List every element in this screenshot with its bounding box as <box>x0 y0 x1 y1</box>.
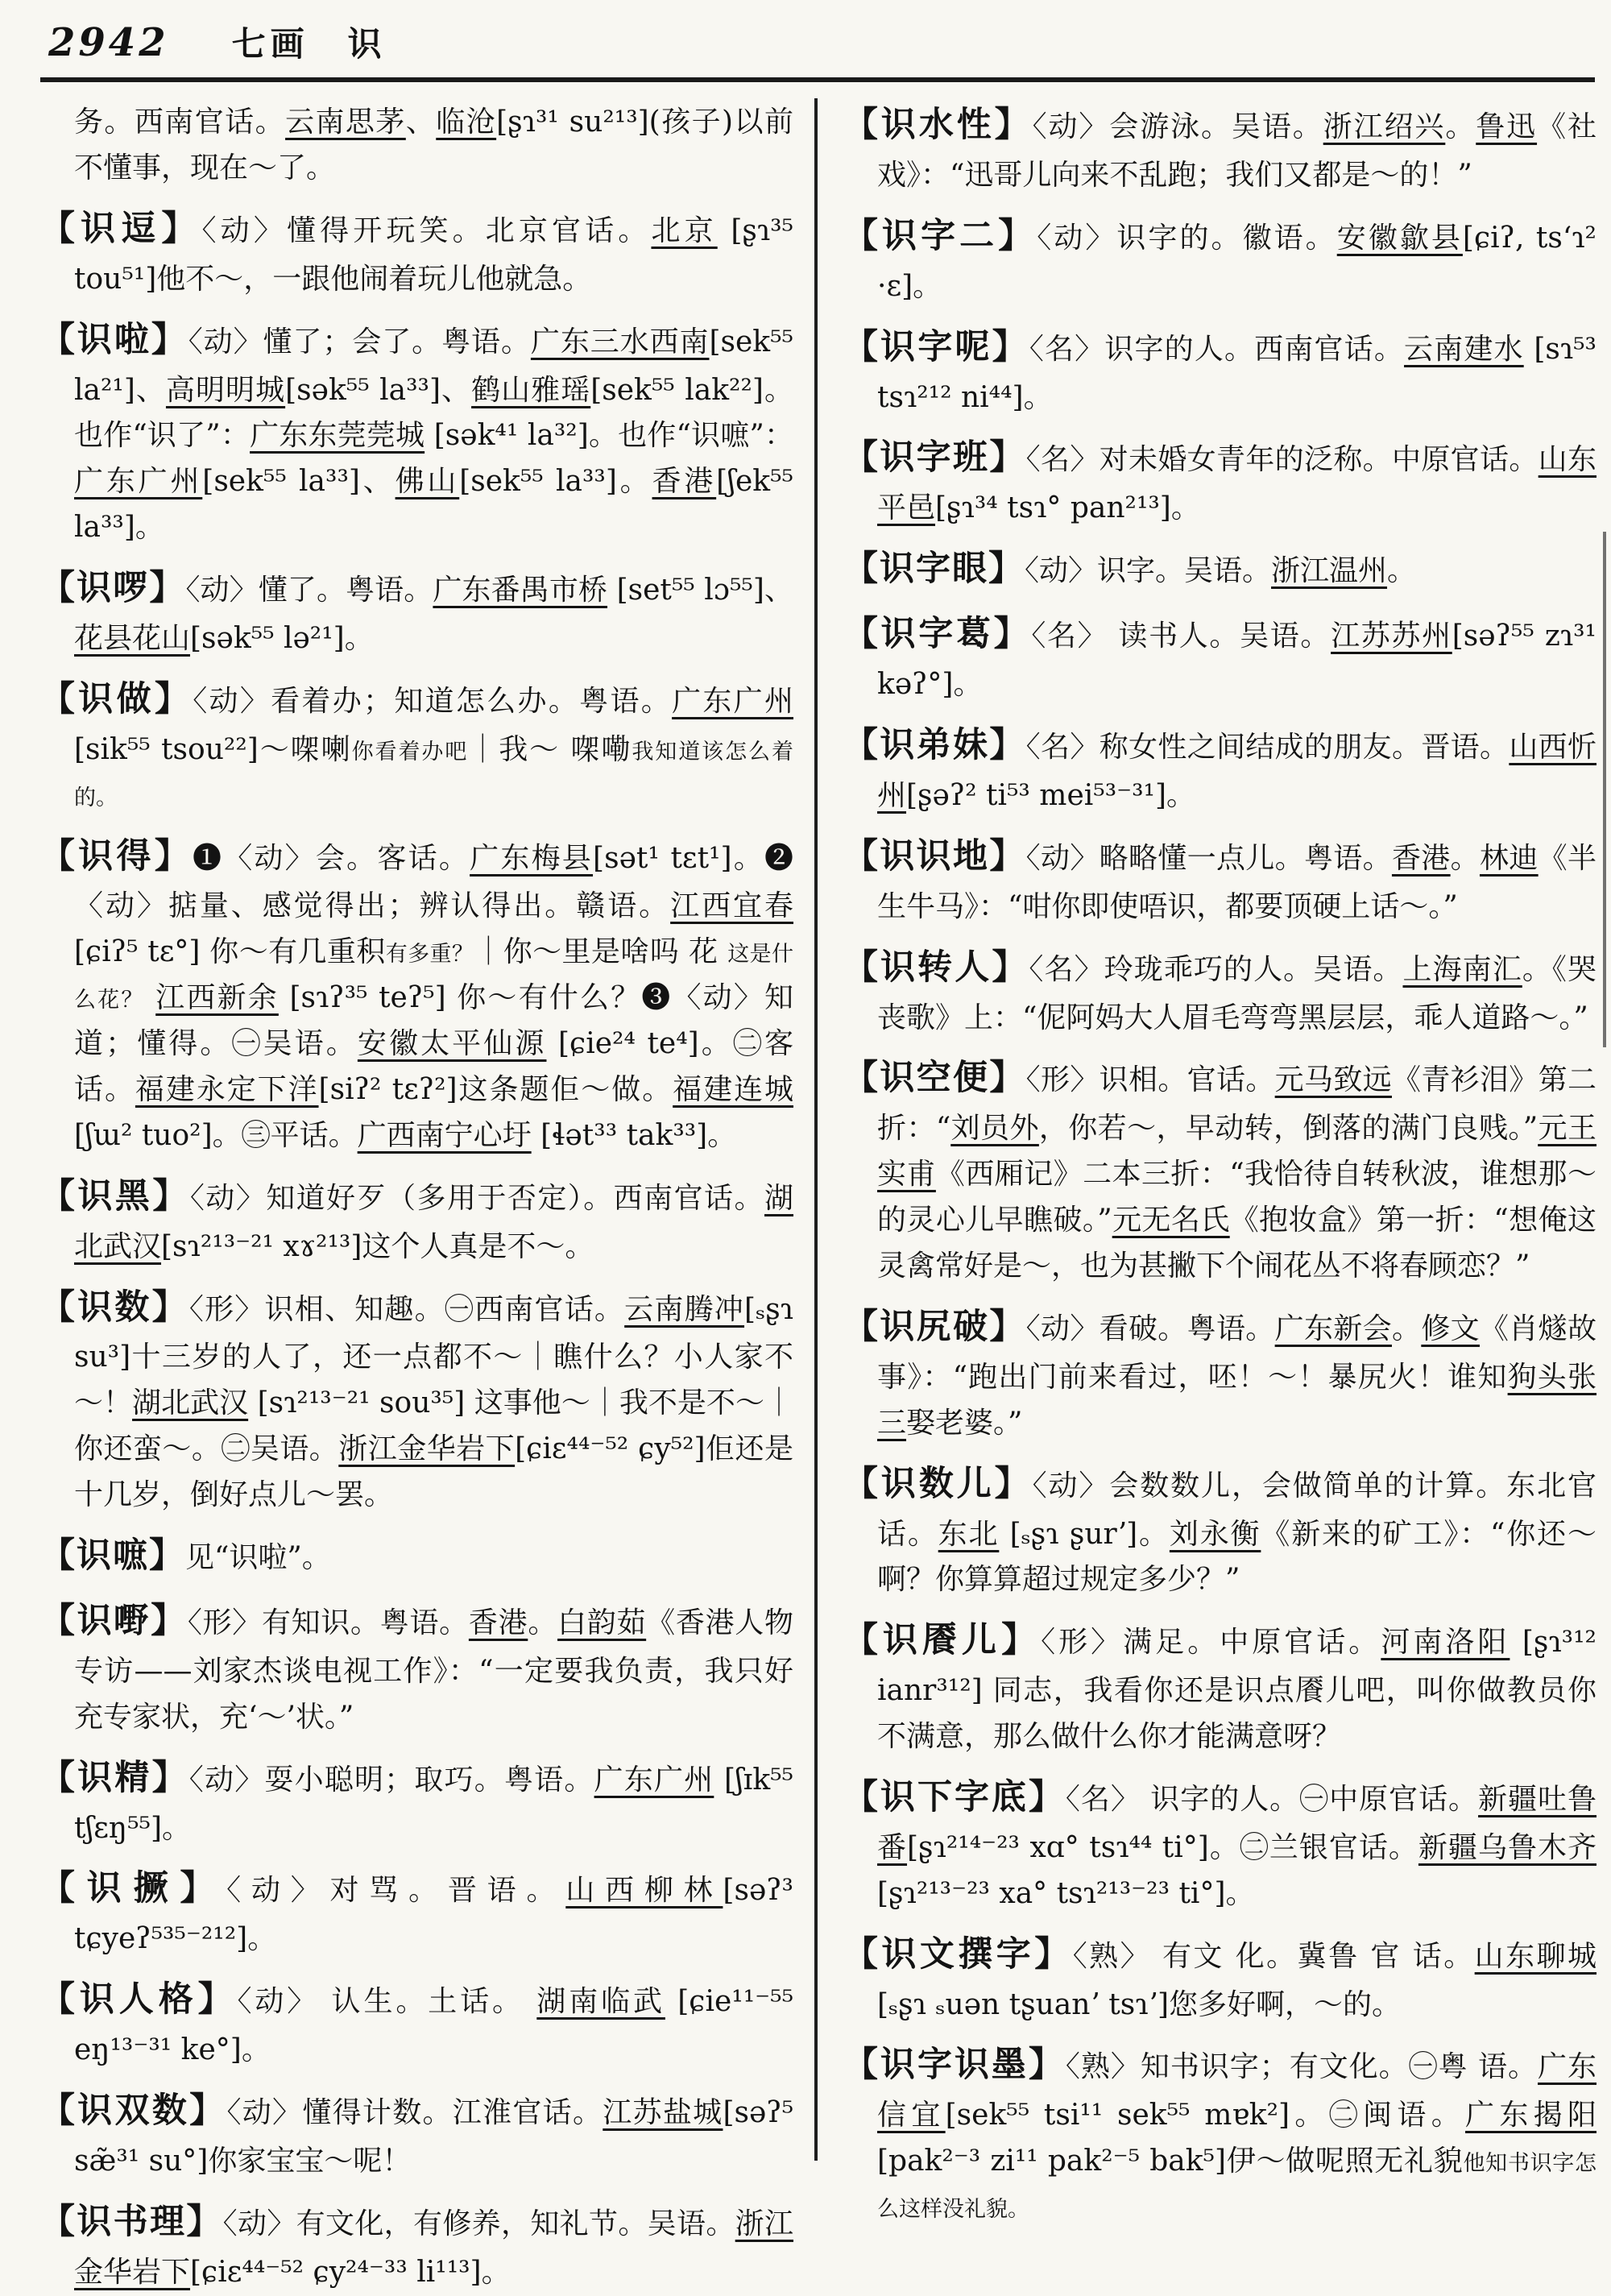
entry-text: [sek⁵⁵ lak²²]。也作“识了”： <box>74 373 793 453</box>
dict-entry <box>843 2038 1597 2231</box>
entry-text: [ʃek⁵⁵ la³³]。 <box>74 465 793 545</box>
entry-text: 。《哭丧歌》上：“伲阿妈大人眉毛弯弯黑层层，乖人道路～。” <box>877 952 1597 1034</box>
entry-text: [sek⁵⁵ tsi¹¹ sek⁵⁵ mɐk²]。㊁闽语。 <box>945 2099 1466 2132</box>
entry-headword: 【识转人】 <box>843 947 1029 988</box>
dict-entry <box>40 2084 793 2185</box>
entry-text: [ʃɪk⁵⁵ tʃɛŋ⁵⁵]。 <box>74 1763 793 1845</box>
entry-text: [ʂɿ³¹ su²¹³](孩子)以前不懂事，现在～了。 <box>74 106 793 184</box>
proper-noun: 修文 <box>1421 1312 1480 1345</box>
entry-text: 〈动〉耍小聪明；取巧。粤语。 <box>188 1763 594 1797</box>
entry-text: 〈名〉识字的人。西南官话。 <box>1029 332 1405 366</box>
entry-headword: 【识数儿】 <box>843 1463 1033 1504</box>
dict-entry <box>40 100 793 192</box>
entry-text: [səʔ⁵ sæ̃³¹ su°]你家宝宝～呢！ <box>74 2096 793 2178</box>
entry-text: 《半生牛马》：“咁你即使唔识，都要顶硬上话～。” <box>877 841 1597 923</box>
entry-text: [ɕie¹¹⁻⁵⁵ eŋ¹³⁻³¹ ke°]。 <box>74 1985 794 2067</box>
entry-text: 《香港人物专访——刘家杰谈电视工作》：“一定要我负责，我只好充专家状，充‘～’状。” <box>74 1606 793 1734</box>
entry-text: 〈名〉玲珑乖巧的人。吴语。 <box>1029 952 1403 986</box>
entry-text <box>145 981 156 1014</box>
proper-noun: 山东平邑 <box>877 443 1597 525</box>
proper-noun: 佛山 <box>395 465 460 499</box>
entry-text: [sɿ²¹³⁻²¹ xɤ²¹³]这个人真是不～。 <box>161 1229 594 1263</box>
dict-entry <box>843 321 1597 421</box>
proper-noun: 鹤山雅瑶 <box>471 373 591 407</box>
entry-headword: 【识啦】 <box>40 319 188 360</box>
entry-text: 〈动〉懂得计数。江淮官话。 <box>226 2096 603 2129</box>
proper-noun: 广东三水西南 <box>530 325 710 358</box>
entry-text: [siʔ² tɛʔ²]这条题佢～做。 <box>318 1072 673 1106</box>
proper-noun: 浙江温州 <box>1271 554 1388 588</box>
proper-noun: 刘员外 <box>950 1112 1039 1146</box>
entry-headword: 【识嘢】 <box>40 1600 188 1641</box>
entry-text: [ʂɿ³⁴ tsɿ° pan²¹³]。 <box>935 491 1200 525</box>
entry-text: [ɕiɛ⁴⁴⁻⁵² ɕy⁵²]佢还是十几岁，倒好点儿～罢。 <box>74 1432 793 1512</box>
proper-noun: 上海南汇 <box>1402 952 1522 986</box>
entry-text: 〈动〉懂了。粤语。 <box>185 574 433 607</box>
proper-noun: 新疆吐鲁番 <box>877 1782 1597 1864</box>
entry-headword: 【识字呢】 <box>843 326 1029 367</box>
proper-noun: 广东新会 <box>1274 1312 1392 1345</box>
proper-noun: 元无名氏 <box>1112 1204 1230 1237</box>
proper-noun: 高明明城 <box>165 373 286 407</box>
proper-noun: 元王实甫 <box>877 1112 1597 1192</box>
entry-text: [ʂɿ³⁵ tou⁵¹]他不～，一跟他闹着玩儿他就急。 <box>74 213 793 296</box>
entry-text: [sək⁴¹ la³²]。也作“识嗻”： <box>424 419 793 453</box>
entry-headword: 【识字二】 <box>843 215 1037 256</box>
proper-noun: 江西宜春 <box>670 889 793 923</box>
entry-text: [ʂɿ²¹³⁻²³ xa° tsɿ²¹³⁻²³ ti°]。 <box>877 1876 1255 1910</box>
entry-text: 《抱妆盒》第一折：“想俺这灵禽常好是～，也为甚撇下个闹花丛不将春顾恋？” <box>877 1204 1597 1283</box>
entry-text: [ₛʂɿ su³]十三岁的人了，还一点都不～｜瞧什么？小人家不～！ <box>74 1292 793 1420</box>
entry-text: 《肖燧故事》：“跑出门前来看过，呸！～！暴尻火！谁知 <box>877 1312 1597 1394</box>
proper-noun: 白韵茹 <box>557 1606 647 1639</box>
scan-artifact-line <box>1603 532 1606 1047</box>
entry-text: [pak²⁻³ zi¹¹ pak²⁻⁵ bak⁵]伊～做呢照无礼貌 <box>877 2145 1464 2178</box>
dict-entry <box>40 1751 793 1852</box>
entry-text: 《青衫泪》第二折：“ <box>877 1063 1597 1146</box>
dict-entry <box>40 1529 793 1584</box>
proper-noun: 东北 <box>938 1517 1000 1551</box>
entry-text: 。 <box>1445 110 1476 143</box>
entry-text: [sək⁵⁵ la³³]、 <box>285 373 472 407</box>
dict-entry <box>843 1051 1597 1289</box>
entry-headword: 【识双数】 <box>40 2091 227 2131</box>
dict-entry <box>40 562 793 662</box>
entry-text: [sɿ²¹³⁻²¹ sou³⁵] 这事他～｜我不是不～｜你还蛮～。㊁吴语。 <box>74 1386 793 1466</box>
proper-noun: 广西南宁心圩 <box>357 1118 532 1152</box>
proper-noun: 香港 <box>468 1606 528 1639</box>
proper-noun: 山西忻州 <box>877 731 1597 812</box>
proper-noun: 花县花山 <box>74 621 191 655</box>
entry-text: 《社戏》：“迅哥儿向来不乱跑；我们又都是～的！” <box>877 110 1597 192</box>
proper-noun: 浙江金华岩下 <box>74 2207 793 2289</box>
entry-text: 〈名〉 读书人。吴语。 <box>1031 620 1331 653</box>
entry-text: 〈形〉识相、知趣。㊀西南官话。 <box>188 1292 625 1326</box>
gloss-text: 有多重？ <box>385 942 474 968</box>
entry-text: [ɕiʔ⁵ tɛ°] 你～有几重积 <box>74 935 386 969</box>
entry-text: [sɿ⁵³ tsɿ²¹² ni⁴⁴]。 <box>877 332 1597 414</box>
entry-headword: 【识弟妹】 <box>843 725 1026 765</box>
dict-entry <box>843 1457 1597 1604</box>
entry-text: 〈动〉 认生。土话。 <box>237 1985 537 2019</box>
dict-entry <box>843 98 1597 199</box>
entry-headword: 【识字葛】 <box>843 614 1032 655</box>
proper-noun: 广东东莞莞城 <box>250 419 425 453</box>
entry-text: 〈形〉识相。官话。 <box>1025 1063 1275 1097</box>
entry-text: ｜我～ 㗎嘞 <box>468 732 632 766</box>
entry-text: 见“识啦”。 <box>185 1540 331 1574</box>
entry-text: [səʔ⁵⁵ zɿ³¹ kəʔ°]。 <box>877 620 1597 702</box>
entry-text: 〈名〉对未婚女青年的泛称。中原官话。 <box>1025 443 1539 477</box>
gloss-text: 他知书识字怎么这样没礼貌。 <box>877 2151 1597 2223</box>
entry-text: 〈名〉 识字的人。㊀中原官话。 <box>1065 1782 1479 1816</box>
page-number: 2942 <box>48 20 169 65</box>
entry-text: 〈熟〉知书识字；有文化。㊀粤 语。 <box>1065 2050 1539 2084</box>
entry-headword: 【识数】 <box>40 1287 189 1328</box>
entry-text: [sek⁵⁵ la³³]。 <box>459 465 652 499</box>
entry-text: ，你若～，早动转，倒落的满门良贱。” <box>1038 1112 1539 1146</box>
dict-entry <box>843 719 1597 819</box>
entry-text: 〈动〉有文化，有修养，知礼节。吴语。 <box>222 2207 735 2240</box>
page-header <box>40 18 1600 66</box>
entry-text: 〈形〉有知识。粤语。 <box>187 1606 469 1639</box>
entry-headword: 【识撅】 <box>40 1868 227 1909</box>
entry-headword: 【识做】 <box>40 678 193 719</box>
proper-noun: 狗头张三 <box>877 1360 1597 1440</box>
entry-text: [ɬət³³ tak³³]。 <box>531 1118 737 1152</box>
entry-text: 〈名〉称女性之间结成的朋友。晋语。 <box>1025 731 1510 764</box>
entry-headword: 【识识地】 <box>843 835 1026 877</box>
column-right <box>814 98 1600 2223</box>
proper-noun: 鲁迅 <box>1476 110 1538 143</box>
dict-entry <box>843 1614 1597 1760</box>
entry-text: [ʂəʔ² ti⁵³ mei⁵³⁻³¹]。 <box>906 778 1196 812</box>
proper-noun: 湖南临武 <box>536 1985 665 2019</box>
proper-noun: 广东广州 <box>672 684 793 718</box>
proper-noun: 安徽太平仙源 <box>357 1027 547 1061</box>
dict-entry <box>40 2195 793 2296</box>
dict-entry <box>843 542 1597 597</box>
entry-text: 〈动〉看破。粤语。 <box>1025 1312 1275 1345</box>
entry-headword: 【识得】 <box>40 835 193 877</box>
entry-text: 《西厢记》二本三折：“我恰待自转秋波，谁想那～的灵心儿早瞧破。” <box>877 1158 1597 1237</box>
dict-entry <box>40 1170 793 1270</box>
entry-text: [sik⁵⁵ tsou²²]～㗎喇 <box>74 732 352 766</box>
entry-text: 〈熟〉 有文 化。冀鲁 官 话。 <box>1072 1939 1475 1973</box>
entry-text: 。 <box>528 1606 558 1639</box>
dict-entry <box>40 202 793 303</box>
entry-text: [sək⁵⁵ lə²¹]。 <box>190 621 374 655</box>
proper-noun: 林迪 <box>1479 841 1539 875</box>
dict-entry <box>843 607 1597 708</box>
proper-noun: 云南建水 <box>1404 332 1524 366</box>
proper-noun: 香港 <box>652 465 717 499</box>
entry-text: 〈动〉会数数儿，会做简单的计算。东北官话。 <box>877 1469 1597 1551</box>
entry-text: 〈动〉会游泳。吴语。 <box>1032 110 1323 143</box>
entry-headword: 【识文撰字】 <box>843 1933 1073 1975</box>
entry-headword: 【识啰】 <box>40 568 186 608</box>
entry-headword: 【识逗】 <box>40 208 202 249</box>
proper-noun: 江苏苏州 <box>1331 620 1452 653</box>
page-header-title: 七画 识 <box>231 24 387 64</box>
dict-entry <box>843 209 1597 310</box>
entry-text: [ʂɿ²¹⁴⁻²³ xɑ° tsɿ⁴⁴ ti°]。㊁兰银官话。 <box>907 1830 1418 1864</box>
proper-noun: 河南洛阳 <box>1381 1626 1510 1660</box>
entry-headword: 【识水性】 <box>843 105 1033 145</box>
entry-text: 。 <box>1450 841 1480 875</box>
proper-noun: 香港 <box>1391 841 1451 875</box>
entry-text: [səʔ³ tɕyeʔ⁵³⁵⁻²¹²]。 <box>74 1874 793 1956</box>
gloss-text: 你看着办吧 <box>351 739 469 765</box>
entry-columns <box>40 98 1600 2289</box>
entry-text: 〈动〉识字的。徽语。 <box>1037 221 1337 255</box>
entry-text: 、 <box>405 106 437 139</box>
entry-text: 〈动〉略略懂一点儿。粤语。 <box>1025 841 1392 875</box>
proper-noun: 山西柳林 <box>565 1874 723 1908</box>
dict-entry <box>843 941 1597 1042</box>
proper-noun: 云南思茅 <box>285 106 406 139</box>
proper-noun: 元马致远 <box>1274 1063 1392 1097</box>
proper-noun: 临沧 <box>436 106 497 139</box>
entry-headword: 【识精】 <box>40 1757 189 1798</box>
dict-entry <box>40 1594 793 1741</box>
proper-noun: 广东揭阳 <box>1465 2099 1597 2132</box>
entry-text: 〈动〉识字。吴语。 <box>1025 554 1272 588</box>
entry-text: ❶〈动〉会。客话。 <box>192 841 470 875</box>
dict-entry <box>40 313 793 551</box>
entry-text: ｜你～里是啥吗 花 <box>474 935 728 969</box>
proper-noun: 山东聊城 <box>1474 1939 1597 1973</box>
dict-entry <box>40 1862 793 1962</box>
dict-entry <box>40 1281 793 1519</box>
entry-headword: 【识空便】 <box>843 1058 1026 1099</box>
entry-headword: 【识字识墨】 <box>843 2045 1066 2086</box>
dict-entry <box>40 673 793 819</box>
entry-text: 〈动〉懂了；会了。粤语。 <box>188 325 531 358</box>
proper-noun: 北京 <box>651 213 718 247</box>
dict-entry <box>843 830 1597 930</box>
dict-entry <box>40 830 793 1159</box>
entry-headword: 【识字眼】 <box>843 549 1025 590</box>
proper-noun: 江西新余 <box>155 981 279 1015</box>
dict-entry <box>40 1973 793 2074</box>
entry-text: 。 <box>1391 1312 1422 1345</box>
dict-entry <box>843 1300 1597 1447</box>
entry-headword: 【识字班】 <box>843 437 1026 479</box>
proper-noun: 广东信宜 <box>877 2050 1597 2132</box>
entry-headword: 【识餍儿】 <box>843 1620 1042 1661</box>
dict-entry <box>843 431 1597 532</box>
entry-text: [ʂɿ³¹² ianr³¹²] 同志，我看你还是识点餍儿吧，叫你做教员你不满意，那么做什么你才能满意呀？ <box>877 1626 1597 1754</box>
header-rule <box>40 77 1595 82</box>
proper-noun: 新疆乌鲁木齐 <box>1418 1830 1597 1864</box>
proper-noun: 福建永定下洋 <box>135 1072 319 1106</box>
proper-noun: 湖北武汉 <box>132 1386 249 1420</box>
proper-noun: 广东梅县 <box>470 841 594 875</box>
entry-text: 〈动〉懂得开玩笑。北京官话。 <box>201 213 652 247</box>
entry-text: 娶老婆。” <box>906 1406 1023 1440</box>
entry-text: 〈动〉知道好歹（多用于否定）。西南官话。 <box>189 1181 764 1215</box>
entry-text: [sek⁵⁵ la²¹]、 <box>74 325 793 407</box>
column-left <box>40 98 814 2289</box>
entry-text: [ɕie²⁴ te⁴]。㊁客话。 <box>74 1027 793 1106</box>
entry-headword: 【识下字底】 <box>843 1776 1066 1817</box>
entry-headword: 【识黑】 <box>40 1175 190 1216</box>
entry-headword: 【识嗻】 <box>40 1535 185 1576</box>
gloss-text: 我知道该怎么着的。 <box>74 739 793 810</box>
proper-noun: 浙江绍兴 <box>1323 110 1446 143</box>
entry-headword: 【识书理】 <box>40 2201 223 2242</box>
proper-noun: 云南腾冲 <box>624 1292 745 1326</box>
entry-text: [ɕiʔ, tsʻɿ² ·ɛ]。 <box>877 221 1597 303</box>
proper-noun: 广东广州 <box>74 465 203 499</box>
entry-text: 《新来的矿工》：“你还～啊？你算算超过规定多少？” <box>877 1517 1597 1597</box>
entry-text: [ₛʂɿ ₛuən tʂuanʼ tsɿʼ]您多好啊，～的。 <box>877 1987 1402 2021</box>
entry-text: [ₛʂɿ ʂurʼ]。 <box>999 1517 1170 1551</box>
dict-entry <box>843 1771 1597 1917</box>
proper-noun: 广东广州 <box>594 1763 714 1797</box>
entry-headword: 【识人格】 <box>40 1979 238 2020</box>
proper-noun: 福建连城 <box>673 1072 793 1106</box>
proper-noun: 安徽歙县 <box>1336 221 1463 255</box>
proper-noun: 江苏盐城 <box>603 2096 723 2129</box>
entry-text: [sət¹ tɛt¹]。❷〈动〉掂量、感觉得出；辨认得出。赣语。 <box>74 841 793 923</box>
entry-text: [sɿʔ³⁵ teʔ⁵] 你～有什么？❸〈动〉知道；懂得。㊀吴语。 <box>74 981 793 1061</box>
entry-text: [ɕiɛ⁴⁴⁻⁵² ɕy²⁴⁻³³ li¹¹³]。 <box>190 2255 511 2289</box>
proper-noun: 浙江金华岩下 <box>338 1432 516 1466</box>
gloss-text: 这是什么花？ <box>74 942 794 1013</box>
entry-text: 〈动〉对骂。晋语。 <box>226 1874 566 1908</box>
dict-entry <box>843 1928 1597 2029</box>
proper-noun: 湖北武汉 <box>74 1181 793 1263</box>
entry-headword: 【识尻破】 <box>843 1306 1026 1347</box>
proper-noun: 广东番禺市桥 <box>433 574 608 607</box>
proper-noun: 刘永衡 <box>1169 1517 1261 1551</box>
entry-text: 务。西南官话。 <box>74 106 286 139</box>
entry-text: 。 <box>1387 554 1417 588</box>
entry-text: [set⁵⁵ lɔ⁵⁵]、 <box>607 574 793 607</box>
entry-text: [sek⁵⁵ la³³]、 <box>202 465 396 499</box>
entry-text: [ʃɯ² tuo²]。㊂平话。 <box>74 1118 358 1152</box>
entry-text: 〈动〉看着办；知道怎么办。粤语。 <box>193 684 673 718</box>
entry-text: 〈形〉满足。中原官话。 <box>1041 1626 1381 1660</box>
